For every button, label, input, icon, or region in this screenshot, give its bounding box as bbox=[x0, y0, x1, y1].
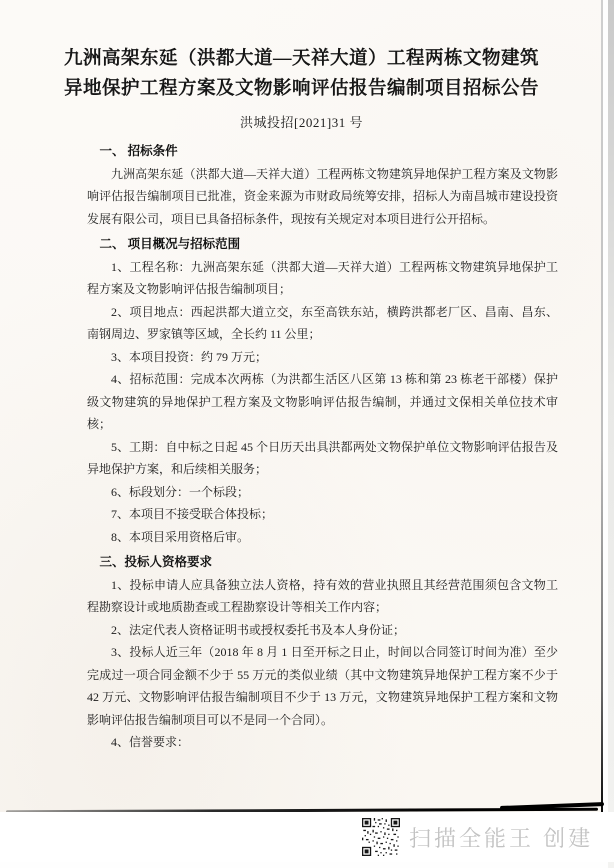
camscanner-watermark bbox=[0, 812, 614, 862]
scan-background-right bbox=[608, 0, 614, 868]
document-number: 洪城投招[2021]31 号 bbox=[240, 115, 363, 130]
section-heading-1: 一、 招标条件 bbox=[99, 144, 178, 158]
paragraph: 3、本项目投资：约 79 万元； bbox=[111, 349, 268, 364]
qr-code-icon bbox=[362, 818, 400, 856]
section-heading-2: 二、 项目概况与招标范围 bbox=[99, 237, 241, 251]
paragraph: 1、投标申请人应具备独立法人资格，持有效的营业执照且其经营范围须包含文物工程勘察设计或地质勘查或工程勘察设计等相关工作内容； bbox=[87, 577, 558, 614]
watermark-text: 扫描全能王 创建 bbox=[409, 825, 594, 851]
document-body bbox=[87, 140, 558, 754]
paragraph: 2、法定代表人资格证明书或授权委托书及本人身份证； bbox=[111, 622, 406, 637]
section-heading-3: 三、投标人资格要求 bbox=[99, 555, 213, 569]
title-line-2: 异地保护工程方案及文物影响评估报告编制项目招标公告 bbox=[63, 79, 539, 99]
paragraph: 5、工期：自中标之日起 45 个日历天出具洪都两处文物保护单位文物影响评估报告及异地保护方案，和后续相关服务； bbox=[87, 439, 558, 476]
paragraph: 7、本项目不接受联合体投标； bbox=[111, 507, 274, 521]
paragraph: 6、标段划分：一个标段； bbox=[111, 484, 250, 499]
title-line-1: 九洲高架东延（洪都大道—天祥大道）工程两栋文物建筑 bbox=[63, 49, 539, 69]
paragraph: 8、本项目采用资格后审。 bbox=[111, 529, 250, 544]
paragraph: 1、工程名称：九洲高架东延（洪都大道—天祥大道）工程两栋文物建筑异地保护工程方案及文物影响评估报告编制项目； bbox=[87, 259, 558, 296]
paragraph: 3、投标人近三年（2018 年 8 月 1 日至开标之日止，时间以合同签订时间为准）至少完成过一项合同金额不少于 55 万元的类似业绩（其中文物建筑异地保护工程方案不少于 42 万元、文物影响评估报告编制项目不少于 13 万元，文物建筑异地保护工程方案和文物影响评估报告编制项目可以不是同一个合同）。 bbox=[87, 645, 558, 727]
page-edge-right-shadow bbox=[601, 0, 603, 812]
document-title bbox=[0, 0, 603, 104]
paragraph: 2、项目地点：西起洪都大道立交，东至高铁东站，横跨洪都老厂区、昌南、昌东、南钢周边、罗家镇等区域，全长约 11 公里； bbox=[87, 304, 558, 341]
paragraph: 九洲高架东延（洪都大道—天祥大道）工程两栋文物建筑异地保护工程方案及文物影响评估报告编制项目已批准，资金来源为市财政局统筹安排，招标人为南昌城市建设投资发展有限公司，项目已具备招标条件，现按有关规定对本项目进行公开招标。 bbox=[87, 166, 558, 226]
paragraph: 4、信誉要求： bbox=[111, 735, 190, 749]
paragraph: 4、招标范围：完成本次两栋（为洪都生活区八区第 13 栋和第 23 栋老干部楼）保护级文物建筑的异地保护工程方案及文物影响评估报告编制，并通过文保相关单位技术审核； bbox=[87, 372, 558, 431]
